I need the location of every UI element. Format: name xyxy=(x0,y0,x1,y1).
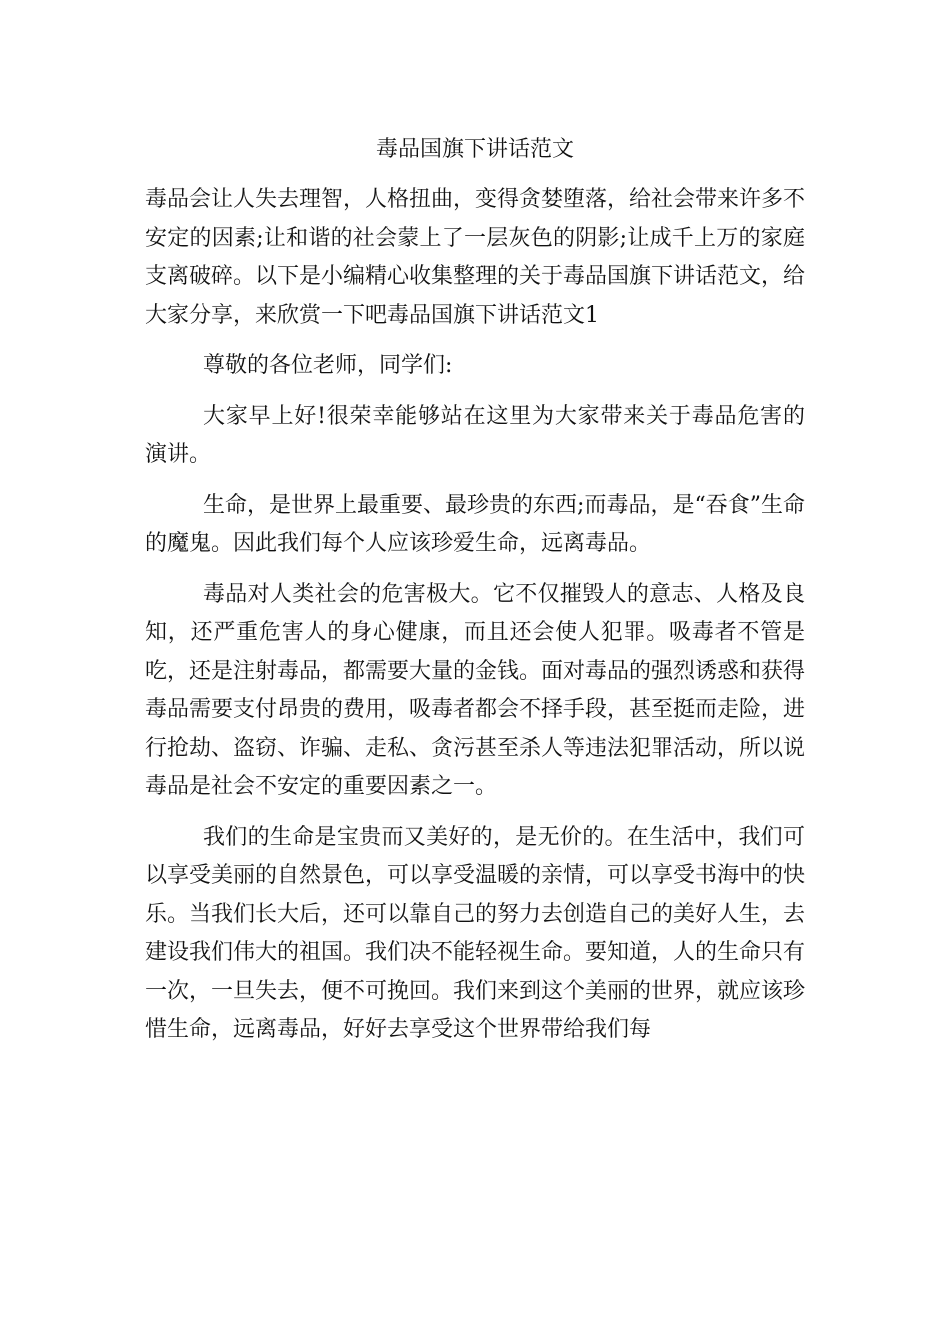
paragraph-greeting: 大家早上好!很荣幸能够站在这里为大家带来关于毒品危害的演讲。 xyxy=(145,403,805,467)
paragraph-salutation: 尊敬的各位老师，同学们: xyxy=(203,353,453,378)
paragraph-harm: 毒品对人类社会的危害极大。它不仅摧毁人的意志、人格及良知，还严重危害人的身心健康，而且还会使人犯罪。吸毒者不管是吃，还是注射毒品，都需要大量的金钱。面对毒品的强烈诱惑和获得毒品需要支付昂贵的费用，吸毒者都会不择手段，甚至挺而走险，进行抢劫、盗窃、诈骗、走私、贪污甚至杀人等违法犯罪活动，所以说毒品是社会不安定的重要因素之一。 xyxy=(145,581,806,799)
paragraph-cherish: 我们的生命是宝贵而又美好的，是无价的。在生活中，我们可以享受美丽的自然景色，可以享受温暖的亲情，可以享受书海中的快乐。当我们长大后，还可以靠自己的努力去创造自己的美好人生，去建设我们伟大的祖国。我们决不能轻视生命。要知道，人的生命只有一次，一旦失去，便不可挽回。我们来到这个美丽的世界，就应该珍惜生命，远离毒品，好好去享受这个世界带给我们每 xyxy=(145,824,806,1042)
paragraph-intro: 毒品会让人失去理智，人格扭曲，变得贪婪堕落，给社会带来许多不安定的因素;让和谐的社会蒙上了一层灰色的阴影;让成千上万的家庭支离破碎。以下是小编精心收集整理的关于毒品国旗下讲话范文，给大家分享，来欣赏一下吧毒品国旗下讲话范文1 xyxy=(145,187,806,328)
document-body xyxy=(145,181,805,1062)
paragraph-life: 生命，是世界上最重要、最珍贵的东西;而毒品，是“吞食”生命的魔鬼。因此我们每个人应该珍爱生命，远离毒品。 xyxy=(145,492,805,556)
document-title: 毒品国旗下讲话范文 xyxy=(375,137,574,162)
